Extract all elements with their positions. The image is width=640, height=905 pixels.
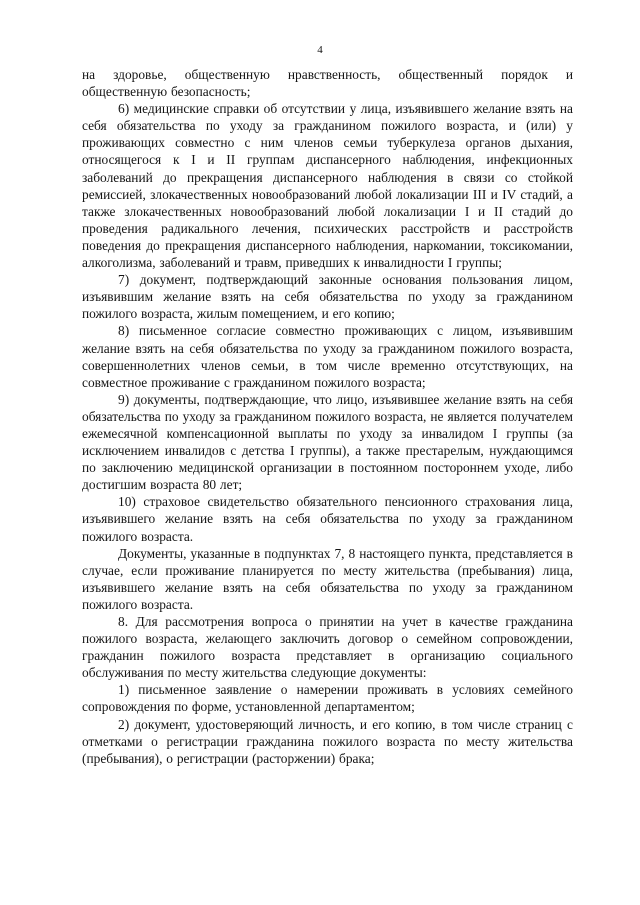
paragraph-note-subitems-7-8: Документы, указанные в подпунктах 7, 8 настоящего пункта, представляется в случае, если проживание планируется по месту жительства (пребывания) лица, изъявившего желание взять на себя обязательства по уходу за гражданином пожилого возраста. bbox=[82, 545, 573, 612]
paragraph-section-8: 8. Для рассмотрения вопроса о принятии на учет в качестве гражданина пожилого возраста, желающего заключить договор о семейном сопровождении, гражданин пожилого возраста представляет в организацию социального обслуживания по месту жительства следующие документы: bbox=[82, 614, 573, 681]
paragraph-item-10-pension-certificate: 10) страховое свидетельство обязательного пенсионного страхования лица, изъявившего желание взять на себя обязательства по уходу за гражданином пожилого возраста. bbox=[82, 494, 573, 544]
page-number: 4 bbox=[317, 44, 323, 56]
paragraph-item-7-housing-document: 7) документ, подтверждающий законные основания пользования лицом, изъявившим желание взять на себя обязательства по уходу за гражданином пожилого возраста, жилым помещением, и его копию; bbox=[82, 272, 573, 322]
paragraph-item-9-compensation-documents: 9) документы, подтверждающие, что лицо, изъявившее желание взять на себя обязательства по уходу за гражданином пожилого возраста, не является получателем ежемесячной компенсационной выплаты по уходу за инвалидом I группы (за исключением инвалидов с детства I группы), а также престарелым, нуждающимся по заключению медицинской организации в постоянном постороннем уходе, либо достигшим возраста 80 лет; bbox=[82, 391, 573, 493]
paragraph-item-2-identity-document: 2) документ, удостоверяющий личность, и его копию, в том числе страниц с отметками о регистрации гражданина пожилого возраста по месту жительства (пребывания), о регистрации (расторжении) брака; bbox=[82, 716, 573, 766]
document-body bbox=[82, 66, 573, 767]
paragraph-continuation: на здоровье, общественную нравственность, общественный порядок и общественную безопасность; bbox=[82, 67, 573, 100]
paragraph-item-6-medical-certificates: 6) медицинские справки об отсутствии у лица, изъявившего желание взять на себя обязательства по уходу за гражданином пожилого возраста, и (или) у проживающих совместно с ним членов семьи туберкулеза органов дыхания, относящегося к I и II группам диспансерного наблюдения, инфекционных заболеваний до прекращения диспансерного наблюдения в связи со стойкой ремиссией, злокачественных новообразований любой локализации III и IV стадий, а также злокачественных новообразований любой локализации I и II стадий до проведения радикального лечения, психических расстройств и расстройств поведения до прекращения диспансерного наблюдения, наркомании, токсикомании, алкоголизма, заболеваний и травм, приведших к инвалидности I группы; bbox=[82, 101, 573, 271]
paragraph-item-1-application: 1) письменное заявление о намерении проживать в условиях семейного сопровождения по форме, установленной департаментом; bbox=[82, 682, 573, 715]
paragraph-item-8-cohabitant-consent: 8) письменное согласие совместно проживающих с лицом, изъявившим желание взять на себя обязательства по уходу за гражданином пожилого возраста, совершеннолетних членов семьи, в том числе временно отсутствующих, на совместное проживание с гражданином пожилого возраста; bbox=[82, 323, 573, 390]
